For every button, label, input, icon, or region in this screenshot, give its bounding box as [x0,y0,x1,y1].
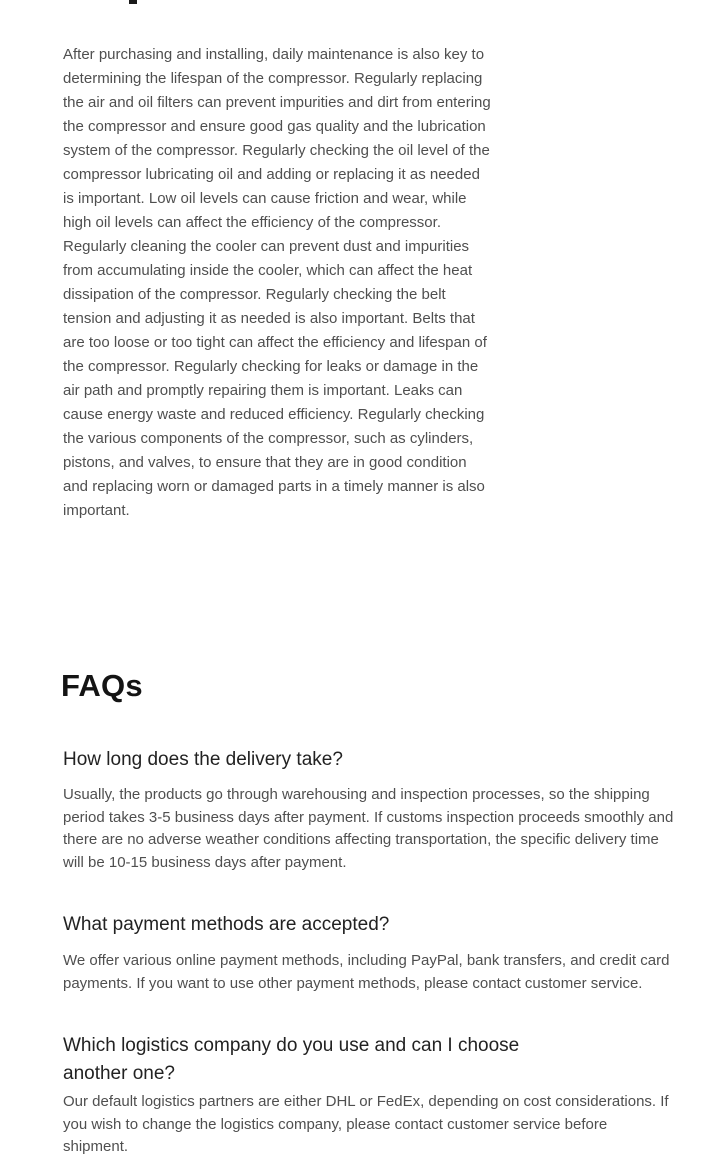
cutoff-heading-descender-fragment [129,0,137,4]
faq-answer-payment-methods: We offer various online payment methods, including PayPal, bank transfers, and credit card payments. If you want to use other payment methods, please contact customer service. [63,952,670,992]
faq-answer-logistics-company: Our default logistics partners are either DHL or FedEx, depending on cost considerations. If you wish to change the logistics company, please contact customer service before shipment. [63,1093,669,1155]
faq-answer-delivery-time: Usually, the products go through warehousing and inspection processes, so the shipping period takes 3-5 business days after payment. If customs inspection proceeds smoothly and there are no adverse weather conditions affecting transportation, the specific delivery time will be 10-15 business days after payment. [63,786,674,871]
faqs-section-title: FAQs [61,668,143,703]
faq-question-logistics-company: Which logistics company do you use and can I choose another one? [63,1035,520,1084]
maintenance-paragraph: After purchasing and installing, daily maintenance is also key to determining the lifespan of the compressor. Regularly replacing the air and oil filters can prevent impurities and dirt from entering the compressor and ensure good gas quality and the lubrication system of the compressor. Regularly checking the oil level of the compressor lubricating oil and adding or replacing it as needed is important. Low oil levels can cause friction and wear, while high oil levels can affect the efficiency of the compressor. Regularly cleaning the cooler can prevent dust and impurities from accumulating inside the cooler, which can affect the heat dissipation of the compressor. Regularly checking the belt tension and adjusting it as needed is also important. Belts that are too loose or too tight can affect the efficiency and lifespan of the compressor. Regularly checking for leaks or damage in the air path and promptly repairing them is important. Leaks can cause energy waste and reduced efficiency. Regularly checking the various components of the compressor, such as cylinders, pistons, and valves, to ensure that they are in good condition and replacing worn or damaged parts in a timely manner is also important. [63,46,491,519]
faq-question-payment-methods: What payment methods are accepted? [63,914,390,935]
faq-question-delivery-time: How long does the delivery take? [63,749,343,770]
